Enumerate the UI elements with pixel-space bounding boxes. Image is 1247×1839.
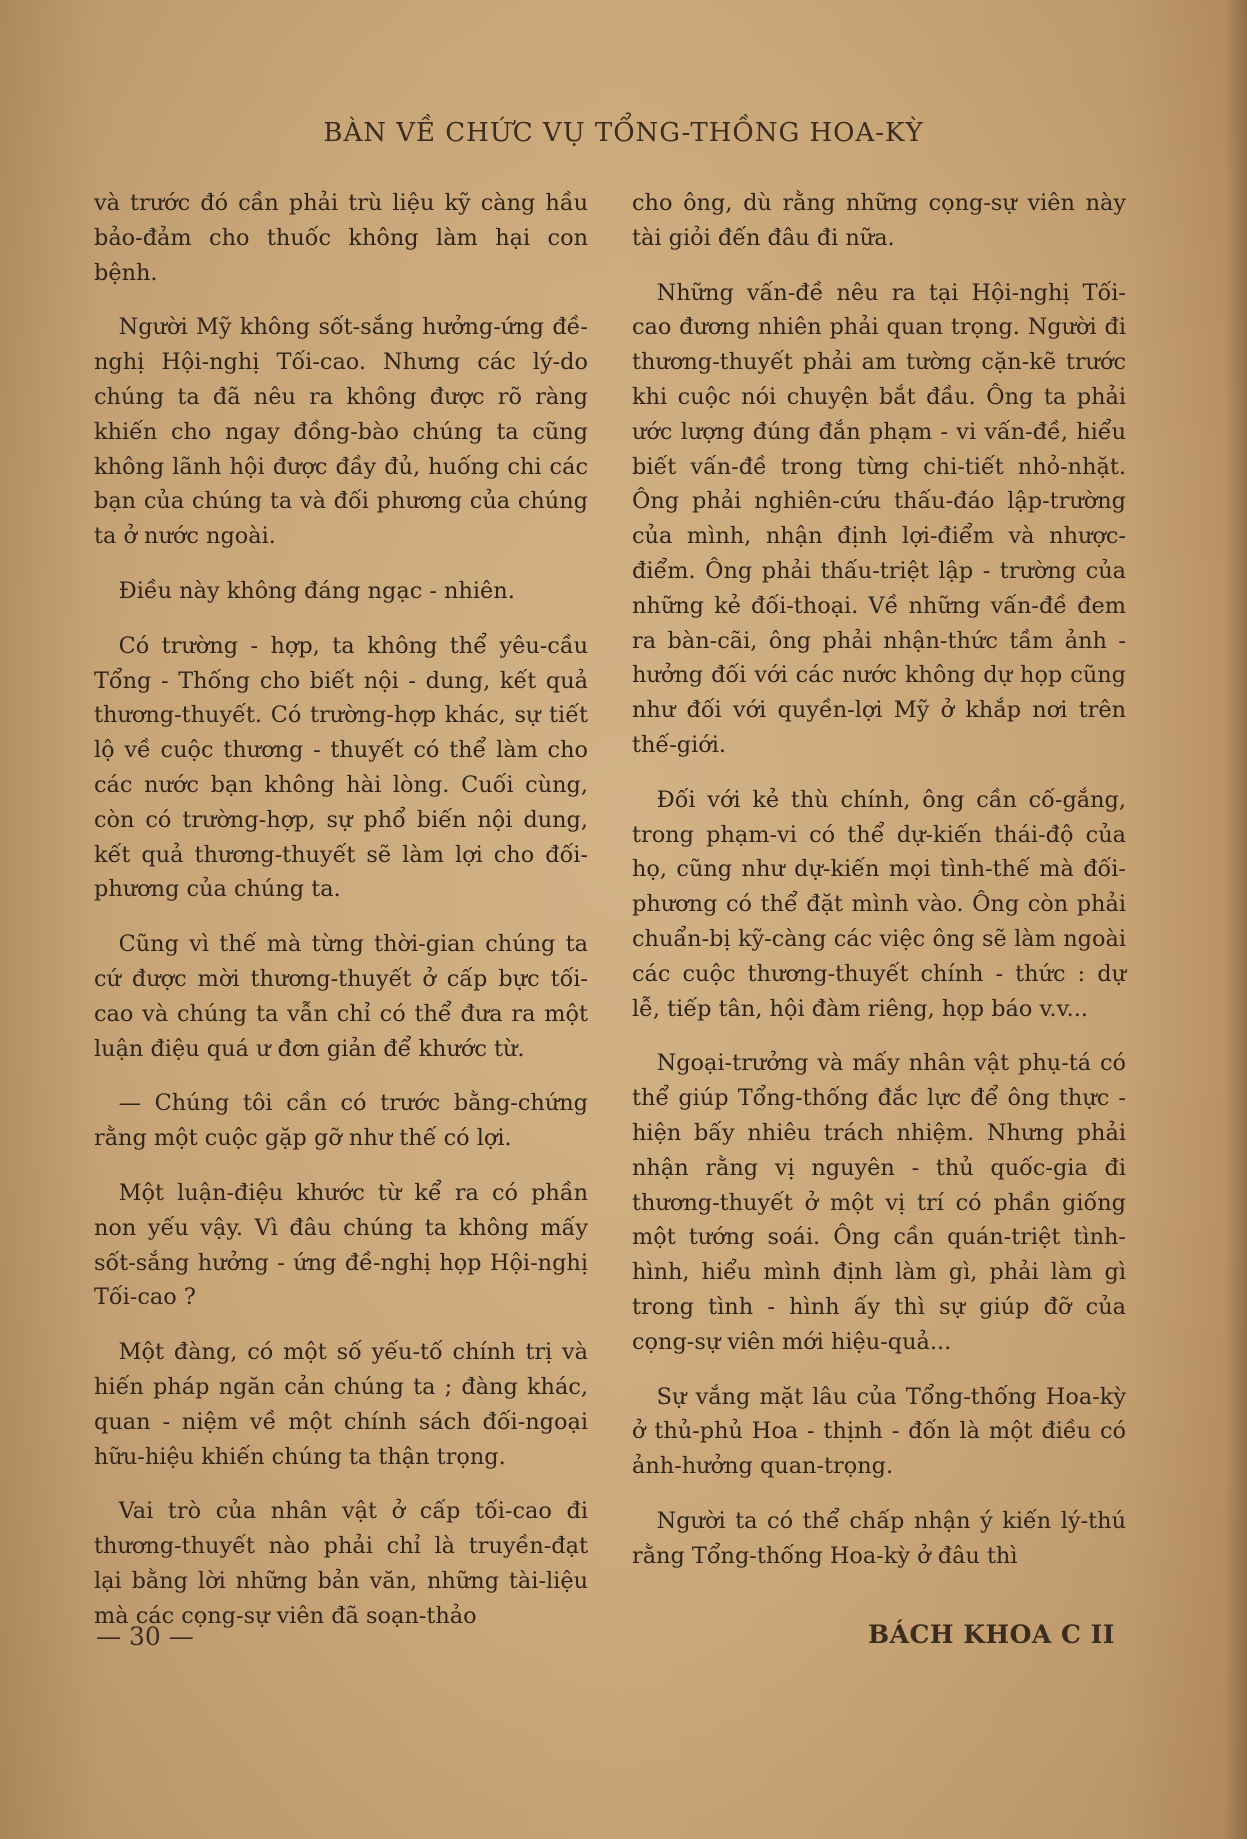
running-header: BÀN VỀ CHỨC VỤ TỔNG-THỒNG HOA-KỲ — [323, 118, 924, 148]
paragraph: cho ông, dù rằng những cọng-sự viên này tài giỏi đến đâu đi nữa. — [632, 190, 1126, 251]
left-column — [94, 186, 588, 1653]
paragraph: Sự vắng mặt lâu của Tổng-thống Hoa-kỳ ở thủ-phủ Hoa - thịnh - đốn là một điều có ảnh-hưởng quan-trọng. — [632, 1383, 1126, 1480]
page-number: — 30 — — [96, 1622, 194, 1651]
paragraph: Ngoại-trưởng và mấy nhân vật phụ-tá có thể giúp Tổng-thống đắc lực để ông thực - hiện bấy nhiêu trách nhiệm. Nhưng phải nhận rằng vị nguyên - thủ quốc-gia đi thương-thuyết ở một vị trí có phần giống một tướng soái. Ông cần quán-triệt tình-hình, hiểu mình định làm gì, phải làm gì trong tình - hình ấy thì sự giúp đỡ của cọng-sự viên mới hiệu-quả... — [632, 1050, 1126, 1355]
paragraph: Những vấn-đề nêu ra tại Hội-nghị Tối-cao đương nhiên phải quan trọng. Người đi thương-thuyết phải am tường cặn-kẽ trước khi cuộc nói chuyện bắt đầu. Ông ta phải ước lượng đúng đắn phạm - vi vấn-đề, hiểu biết vấn-đề trong từng chi-tiết nhỏ-nhặt. Ông phải nghiên-cứu thấu-đáo lập-trường của mình, nhận định lợi-điểm và nhược-điểm. Ông phải thấu-triệt lập - trường của những kẻ đối-thoại. Về những vấn-đề đem ra bàn-cãi, ông phải nhận-thức tầm ảnh - hưởng đối với các nước không dự họp cũng như đối với quyền-lợi Mỹ ở khắp nơi trên thế-giới. — [632, 279, 1126, 758]
paragraph: Một luận-điệu khước từ kể ra có phần non yếu vậy. Vì đâu chúng ta không mấy sốt-sắng hưởng - ứng đề-nghị họp Hội-nghị Tối-cao ? — [94, 1179, 588, 1311]
paragraph: Có trường - hợp, ta không thể yêu-cầu Tổng - Thống cho biết nội - dung, kết quả thương-thuyết. Có trường-hợp khác, sự tiết lộ về cuộc thương - thuyết có thể làm cho các nước bạn không hài lòng. Cuối cùng, còn có trường-hợp, sự phổ biến nội dung, kết quả thương-thuyết sẽ làm lợi cho đối-phương của chúng ta. — [94, 632, 588, 903]
paragraph: Cũng vì thế mà từng thời-gian chúng ta cứ được mời thương-thuyết ở cấp bực tối-cao và chúng ta vẫn chỉ có thể đưa ra một luận điệu quá ư đơn giản để khước từ. — [94, 931, 588, 1062]
page-edge-shadow — [1225, 0, 1247, 1839]
paragraph: và trước đó cần phải trù liệu kỹ càng hầu bảo-đảm cho thuốc không làm hại con bệnh. — [94, 190, 588, 286]
paragraph: Đối với kẻ thù chính, ông cần cố-gắng, trong phạm-vi có thể dự-kiến thái-độ của họ, cũng như dự-kiến mọi tình-thế mà đối-phương có thể đặt mình vào. Ông còn phải chuẩn-bị kỹ-càng các việc ông sẽ làm ngoài các cuộc thương-thuyết chính - thức : dự lễ, tiếp tân, hội đàm riêng, họp báo v.v... — [632, 786, 1126, 1022]
paragraph: — Chúng tôi cần có trước bằng-chứng rằng một cuộc gặp gỡ như thế có lợi. — [94, 1090, 588, 1152]
publication-name: BÁCH KHOA C II — [868, 1620, 1115, 1649]
paragraph: Điều này không đáng ngạc - nhiên. — [118, 577, 515, 604]
paragraph: Người ta có thể chấp nhận ý kiến lý-thú rằng Tổng-thống Hoa-kỳ ở đâu thì — [632, 1507, 1126, 1569]
paragraph: Vai trò của nhân vật ở cấp tối-cao đi thương-thuyết nào phải chỉ là truyền-đạt lại bằng lời những bản văn, những tài-liệu mà các cọng-sự viên đã soạn-thảo — [94, 1498, 588, 1629]
right-column — [632, 186, 1126, 1593]
paragraph: Một đàng, có một số yếu-tố chính trị và hiến pháp ngăn cản chúng ta ; đàng khác, quan - niệm về một chính sách đối-ngoại hữu-hiệu khiến chúng ta thận trọng. — [94, 1339, 588, 1470]
paragraph: Người Mỹ không sốt-sắng hưởng-ứng đề-nghị Hội-nghị Tối-cao. Nhưng các lý-do chúng ta đã nêu ra không được rõ ràng khiến cho ngay đồng-bào chúng ta cũng không lãnh hội được đầy đủ, huống chi các bạn của chúng ta và đối phương của chúng ta ở nước ngoài. — [94, 314, 588, 550]
